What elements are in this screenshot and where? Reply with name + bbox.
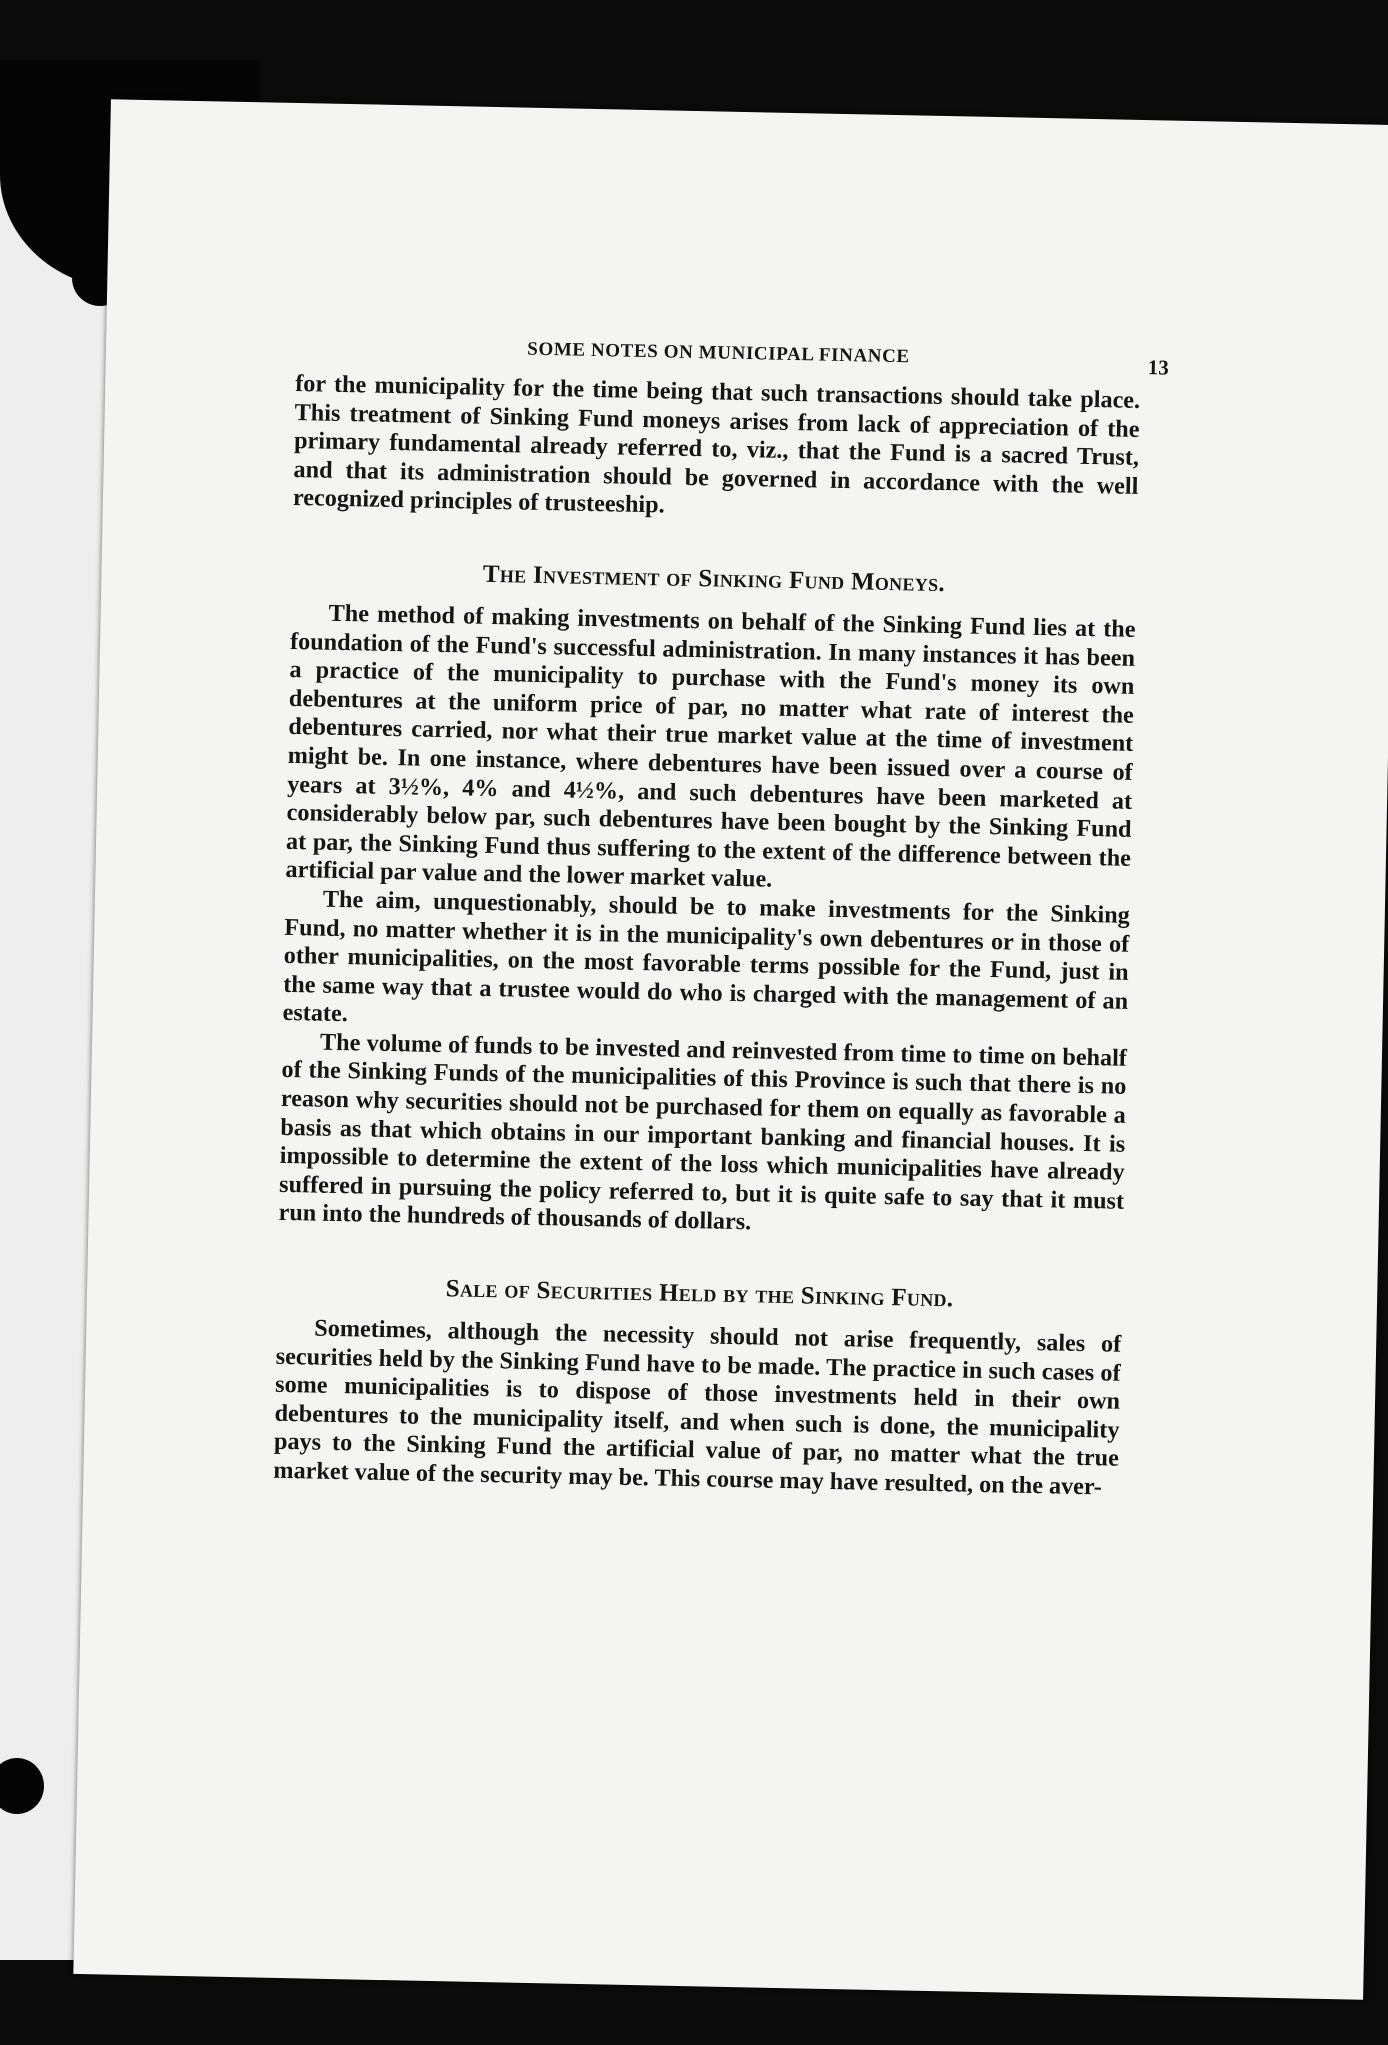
section-heading-investment: The Investment of Sinking Fund Moneys. (482, 560, 946, 598)
page-text-block (273, 328, 1170, 1502)
paragraph-investment-aim: The aim, unquestionably, should be to make investments for the Sinking Fund, no matter whether it is in the municipality's own debentures or in those of other municipalities, on the most favorable terms possible for the Fund, just in the same way that a trustee would do who is charged with the management of an estate. (282, 885, 1131, 1028)
paragraph-investment-volume: The volume of funds to be invested and reinvested from time to time on behalf of the Sinking Funds of the municipalities of this Province is such that there is no reason why securities should not be purchased for them on equally as favorable a basis as that which obtains in our important banking and financial houses. It is impossible to determine the extent of the loss which municipalities have already suffered in pursuing the policy referred to, but it is quite safe to say that it must run into the hundreds of thousands of dollars. (278, 1028, 1128, 1236)
book-page (73, 99, 1388, 2000)
paragraph-investment-method: The method of making investments on behalf of the Sinking Fund lies at the foundation of the Fund's successful administration. In many instances it has been a practice of the municipality to purchase with the Fund's money its own debentures at the uniform price of par, no matter what rate of interest the debentures carried, nor what their true market value at the time of investment might be. In one instance, where debentures have been issued over a course of years at 3½%, 4% and 4½%, and such debentures have been marketed at considerably below par, such debentures have been bought by the Sinking Fund at par, the Sinking Fund thus suffering to the extent of the difference between the artificial par value and the lower market value. (285, 599, 1136, 893)
running-head-title: SOME NOTES ON MUNICIPAL FINANCE (527, 338, 910, 368)
paragraph-sale-practice: Sometimes, although the necessity should not arise frequently, sales of securities held by the Sinking Fund have to be made. The practice in such cases of some municipalities is to dispose of those investments held in their own debentures to the municipality itself, and when such is done, the municipality pays to the Sinking Fund the artificial value of par, no matter what the true market value of the security may be. This course may have resulted, on the aver- (273, 1314, 1122, 1501)
page-number: 13 (1147, 355, 1170, 380)
intro-paragraph: for the municipality for the time being that such transactions should take place. This treatment of Sinking Fund moneys arises from lack of appreciation of the primary fundamental already referred to, viz., that the Fund is a sacred Trust, and that its administration should be governed in accordance with the well recognized principles of trusteeship. (292, 370, 1141, 519)
section-heading-sale: Sale of Securities Held by the Sinking Fund. (445, 1275, 954, 1313)
